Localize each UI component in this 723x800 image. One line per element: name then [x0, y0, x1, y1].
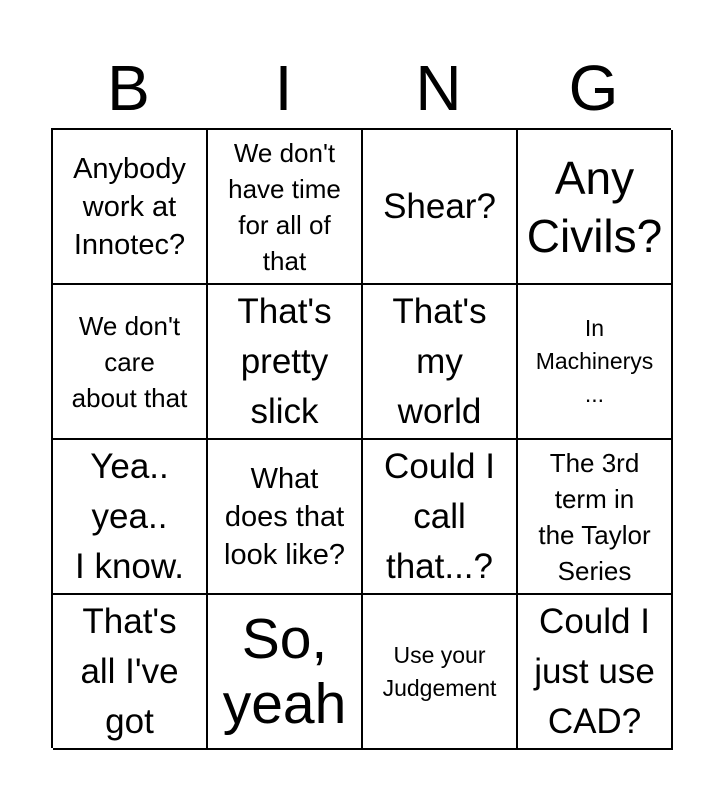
cell-text: The 3rd term in the Taylor Series: [538, 447, 651, 586]
bingo-board: [51, 128, 671, 748]
cell-text: In Machinerys ...: [535, 315, 654, 407]
bingo-header: [51, 52, 671, 124]
bingo-cell[interactable]: [208, 595, 363, 750]
header-letter-g: G: [568, 52, 619, 124]
cell-text: So, yeah: [222, 606, 347, 736]
bingo-cell[interactable]: [53, 285, 208, 440]
bingo-cell[interactable]: [363, 595, 518, 750]
bingo-cell[interactable]: [518, 285, 673, 440]
bingo-cell[interactable]: [518, 595, 673, 750]
cell-text: Use your Judgement: [382, 641, 497, 701]
bingo-cell[interactable]: [363, 285, 518, 440]
cell-text: Yea.. yea.. I know.: [75, 446, 184, 586]
bingo-cell[interactable]: [208, 285, 363, 440]
cell-text: Could I call that...?: [384, 446, 495, 586]
bingo-cell[interactable]: [53, 440, 208, 595]
bingo-cell[interactable]: [363, 440, 518, 595]
bingo-cell[interactable]: [363, 130, 518, 285]
cell-text: That's all I've got: [80, 601, 179, 741]
cell-text: Could I just use CAD?: [534, 601, 655, 741]
cell-text: That's pretty slick: [237, 291, 332, 431]
cell-text: Any Civils?: [526, 151, 663, 262]
bingo-cell[interactable]: [518, 440, 673, 595]
header-letter-b: B: [107, 52, 150, 124]
cell-text: That's my world: [392, 291, 487, 431]
bingo-cell[interactable]: [208, 130, 363, 285]
bingo-cell[interactable]: [53, 595, 208, 750]
header-letter-i: I: [274, 52, 293, 124]
header-letter-n: N: [415, 52, 462, 124]
cell-text: Anybody work at Innotec?: [73, 152, 186, 261]
cell-text: Shear?: [383, 186, 496, 226]
cell-text: We don't care about that: [71, 310, 188, 413]
bingo-cell[interactable]: [208, 440, 363, 595]
cell-text: What does that look like?: [224, 462, 345, 571]
bingo-cell[interactable]: [53, 130, 208, 285]
cell-text: We don't have time for all of that: [228, 137, 341, 276]
bingo-cell[interactable]: [518, 130, 673, 285]
